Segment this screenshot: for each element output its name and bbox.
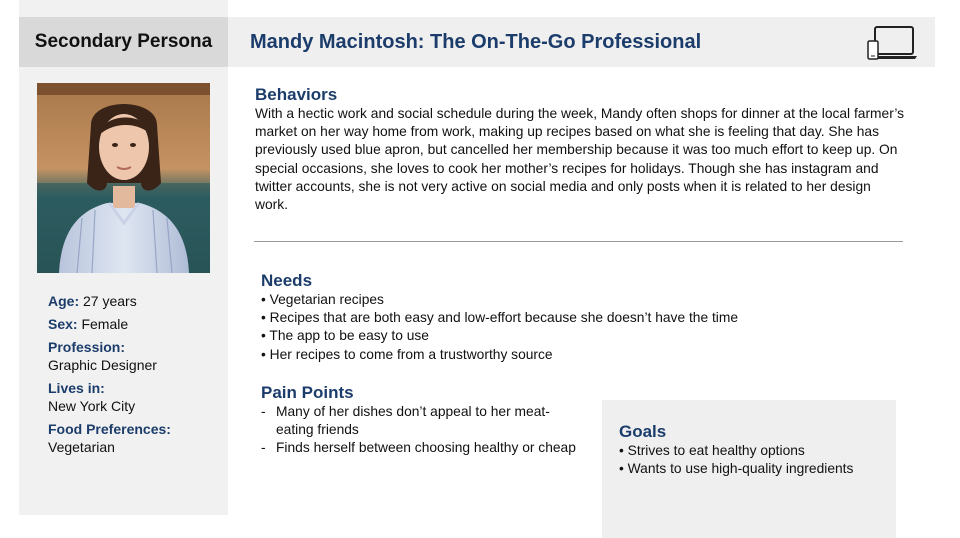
lives-value: New York City <box>48 398 136 414</box>
behaviors-text: With a hectic work and social schedule during the week, Mandy often shops for dinner at the local farmer’s market on her way home from work, making up recipes based on what she is feeling that day. She has previously used blue apron, but cancelled her membership because it was too much effort to keep up. On special occasions, she loves to cook her mother’s recipes for holidays. Though she has instagram and twitter accounts, she is not very active on social media and only posts when it is related to her design work. <box>255 106 905 213</box>
pain-point-item <box>261 439 581 457</box>
needs-item: • The app to be easy to use <box>261 328 429 344</box>
sex-value: Female <box>81 316 129 332</box>
persona-photo-image <box>37 83 210 273</box>
persona-label: Secondary Persona <box>34 31 213 52</box>
pain-point-text: Finds herself between choosing healthy or cheap <box>276 440 576 456</box>
goals-item: • Strives to eat healthy options <box>619 443 805 458</box>
lives-label: Lives in: <box>48 380 105 396</box>
goals-section <box>619 421 889 478</box>
pain-point-text: Many of her dishes don’t appeal to her meat-eating friends <box>276 404 550 438</box>
needs-heading: Needs <box>261 271 313 290</box>
section-divider <box>254 241 903 242</box>
pain-point-item <box>261 403 581 439</box>
behaviors-heading: Behaviors <box>255 85 338 104</box>
food-label: Food Preferences: <box>48 421 171 437</box>
lives-row <box>48 379 223 415</box>
profession-label: Profession: <box>48 339 126 355</box>
laptop-phone-icon <box>866 25 918 61</box>
goals-item: • Wants to use high-quality ingredients <box>619 461 854 477</box>
profile-info <box>48 292 223 461</box>
food-row <box>48 420 223 456</box>
behaviors-section <box>255 84 905 214</box>
pain-points-heading: Pain Points <box>261 383 354 402</box>
goals-heading: Goals <box>619 422 667 441</box>
age-row <box>48 292 223 310</box>
needs-item: • Her recipes to come from a trustworthy source <box>261 346 553 362</box>
age-label: Age: <box>48 293 80 309</box>
sex-label: Sex: <box>48 316 78 332</box>
needs-item: • Recipes that are both easy and low-effort because she doesn’t have the time <box>261 310 739 326</box>
food-value: Vegetarian <box>48 439 115 455</box>
sex-row <box>48 315 223 333</box>
needs-section <box>261 270 861 364</box>
pain-point-bullet: - <box>261 404 266 419</box>
pain-point-bullet: - <box>261 440 266 456</box>
persona-photo <box>37 83 210 273</box>
page-title: Mandy Macintosh: The On-The-Go Professional <box>250 31 702 53</box>
age-value: 27 years <box>83 293 137 309</box>
persona-label-box <box>19 17 228 67</box>
needs-item: • Vegetarian recipes <box>261 292 384 307</box>
profession-value: Graphic Designer <box>48 357 157 373</box>
pain-points-section <box>261 382 581 458</box>
profession-row <box>48 338 223 374</box>
